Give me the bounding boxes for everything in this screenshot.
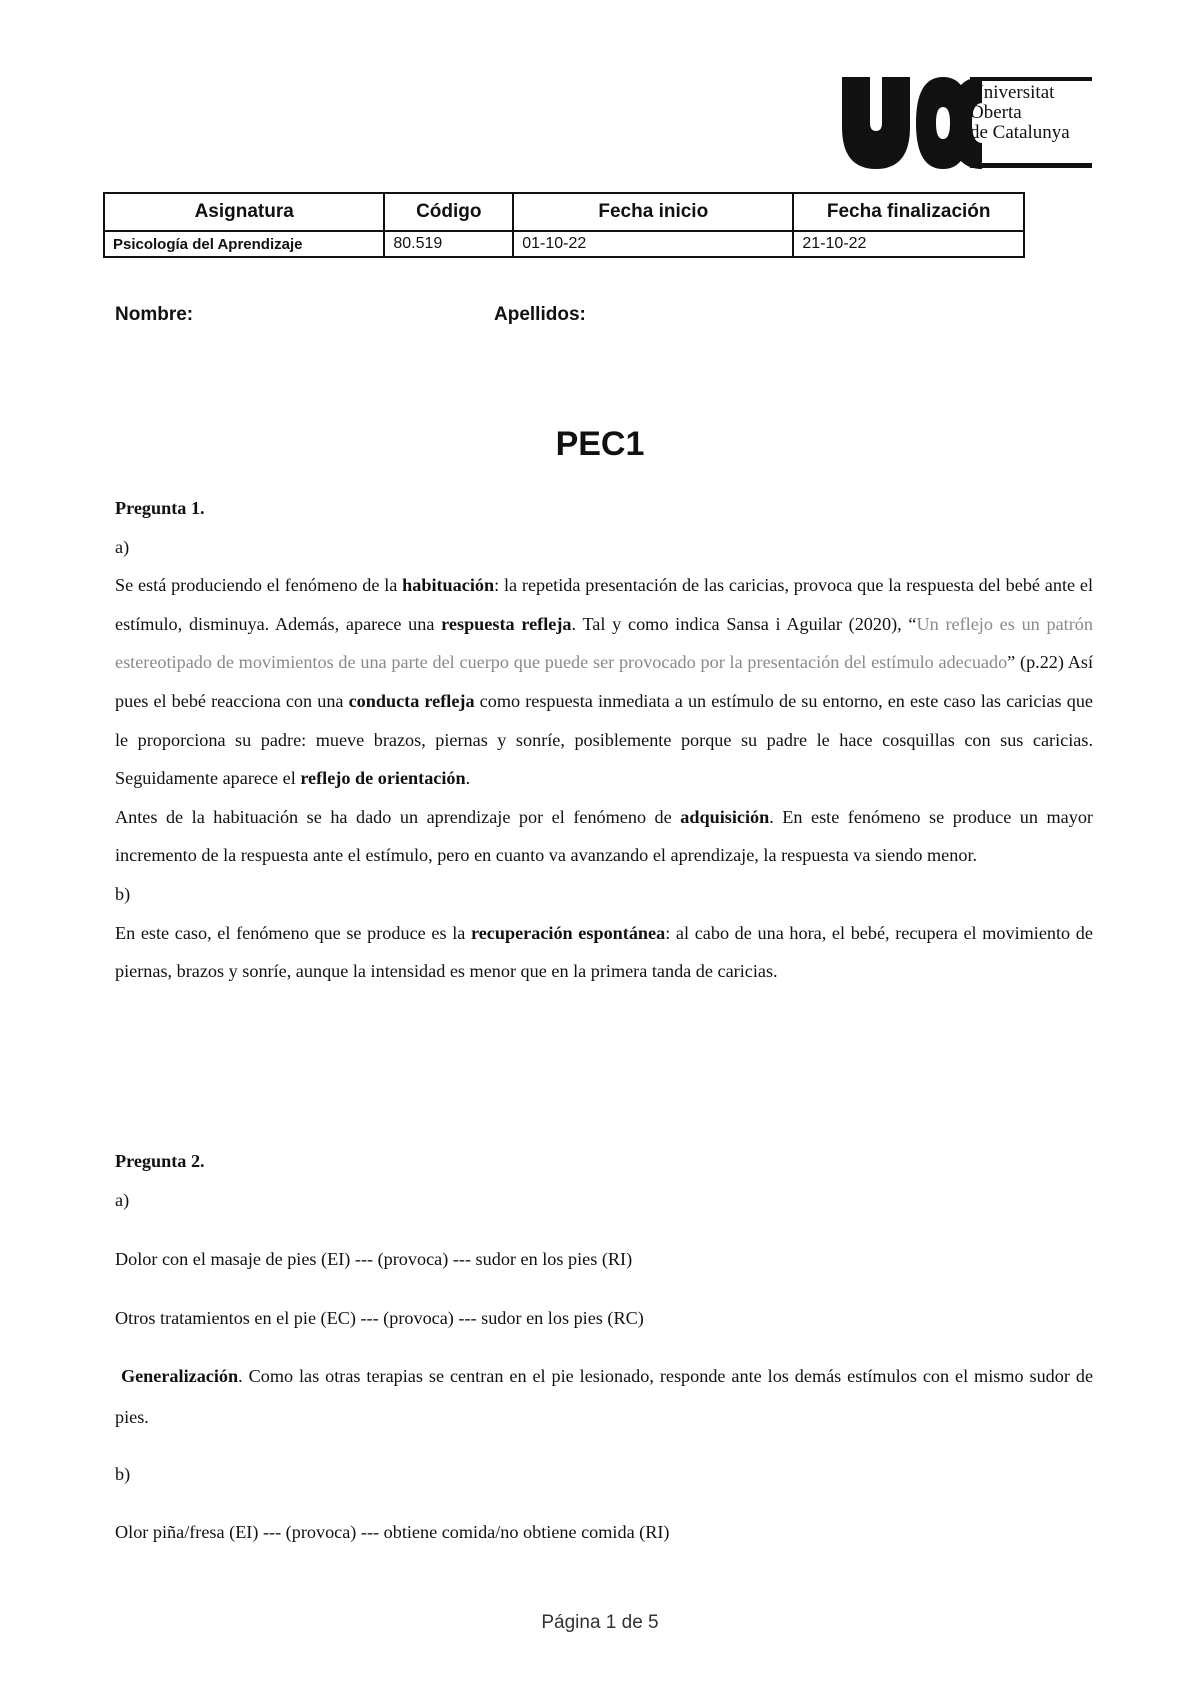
question-2-line-2: Otros tratamientos en el pie (EC) --- (provoca) --- sudor en los pies (RC) [115, 1308, 644, 1328]
term-adquisicion: adquisición [680, 806, 770, 827]
cell-fecha-inicio: 01-10-22 [513, 231, 793, 257]
question-1-a-paragraph-2 [115, 798, 1093, 875]
generalizacion-paragraph [115, 1356, 1093, 1438]
term-conducta-refleja: conducta refleja [348, 690, 475, 711]
header-fecha-inicio: Fecha inicio [513, 193, 793, 231]
text-span: En este caso, el fenómeno que se produce es la [115, 922, 471, 943]
text-span: . En este fenómeno se produce un mayor incremento de la respuesta ante el estímulo, pero en cuanto va avanzando el aprendizaje, la respuesta va siendo menor. [115, 806, 1093, 866]
text-span: . [465, 768, 471, 789]
logo-rule-bottom [970, 163, 1092, 168]
header-asignatura: Asignatura [104, 193, 384, 231]
citation-quote: Un reflejo es un patrón estereotipado de movimientos de una parte del cuerpo que puede ser provocado por la presentación del estímulo adecuado [115, 613, 1093, 673]
question-1-b-paragraph [115, 914, 1093, 991]
question-1-a-paragraph [115, 566, 1093, 798]
logo-line-1: Universitat [970, 82, 1055, 103]
cell-asignatura: Psicología del Aprendizaje [104, 231, 384, 257]
cell-codigo: 80.519 [384, 231, 513, 257]
question-1-heading: Pregunta 1. [115, 498, 205, 518]
term-generalizacion: Generalización [120, 1366, 239, 1386]
question-2 [115, 1142, 1093, 1219]
page-title: PEC1 [555, 425, 645, 463]
question-1-b-label: b) [115, 883, 131, 904]
logo-line-3: de Catalunya [970, 122, 1070, 143]
term-respuesta-refleja: respuesta refleja [441, 613, 572, 634]
question-2-a-label: a) [115, 1189, 130, 1210]
term-reflejo-orientacion: reflejo de orientación [300, 768, 466, 789]
question-2-heading: Pregunta 2. [115, 1151, 205, 1171]
text-span: . Como las otras terapias se centran en el pie lesionado, responde ante los demás estímulos con el mismo sudor de pies. [115, 1366, 1094, 1427]
uoc-logo [842, 77, 1092, 169]
text-span: . Tal y como indica Sansa i Aguilar (2020), “ [571, 613, 917, 634]
logo-rule-top [970, 77, 1092, 81]
question-2-line-1: Dolor con el masaje de pies (EI) --- (provoca) --- sudor en los pies (RI) [115, 1249, 633, 1269]
text-span: Antes de la habituación se ha dado un aprendizaje por el fenómeno de [115, 806, 681, 827]
question-2-line-3: Olor piña/fresa (EI) --- (provoca) --- obtiene comida/no obtiene comida (RI) [115, 1522, 670, 1542]
text-span: : al cabo de una hora, el bebé, recupera el movimiento de piernas, brazos y sonríe, aunque la intensidad es menor que en la primera tanda de caricias. [115, 922, 1093, 982]
header-fecha-finalizacion: Fecha finalización [793, 193, 1024, 231]
question-2-generalizacion [115, 1356, 1093, 1438]
course-info-table [103, 192, 1025, 258]
header-codigo: Código [384, 193, 513, 231]
table-header-row [104, 193, 1024, 231]
nombre-label: Nombre: [115, 304, 194, 325]
question-1 [115, 489, 1093, 991]
logo-wordmark [970, 83, 1070, 143]
question-1-a-label: a) [115, 536, 130, 557]
apellidos-label: Apellidos: [494, 304, 586, 325]
question-2-b-label: b) [115, 1464, 131, 1484]
logo-line-2: Oberta [970, 102, 1022, 123]
text-span: Se está produciendo el fenómeno de la [115, 575, 403, 596]
table-row [104, 231, 1024, 257]
term-recuperacion-espontanea: recuperación espontánea [470, 922, 666, 943]
text-span: como respuesta inmediata a un estímulo de su entorno, en este caso las caricias que le proporciona su padre: mueve brazos, piernas y sonríe, posiblemente porque su padre le hace cosquillas con sus caricias. Seguidamente aparece el [115, 690, 1093, 789]
cell-fecha-finalizacion: 21-10-22 [793, 231, 1024, 257]
text-span: ” (p.22) Así pues el bebé reacciona con una [115, 652, 1093, 711]
text-span: : la repetida presentación de las caricias, provoca que la respuesta del bebé ante el estímulo, disminuya. Además, aparece una [115, 575, 1094, 634]
term-habituacion: habituación [402, 575, 495, 596]
page-footer: Página 1 de 5 [541, 1612, 659, 1633]
